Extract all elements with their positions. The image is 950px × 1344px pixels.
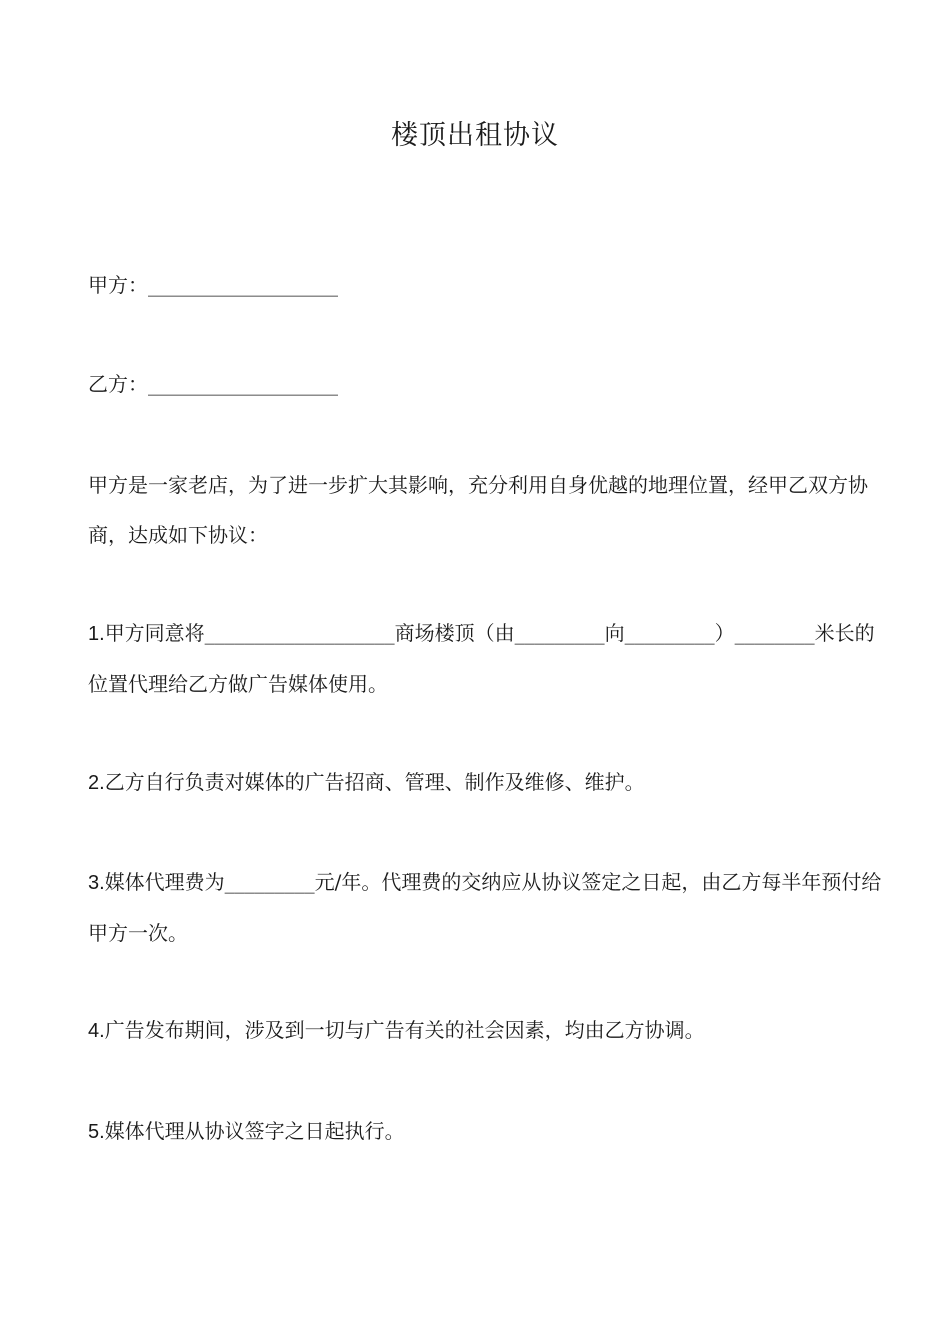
clause-2 — [88, 757, 883, 808]
clause-3 — [88, 857, 883, 958]
clause-text: 乙方自行负责对媒体的广告招商、管理、制作及维修、维护。 — [104, 770, 645, 794]
party-b-line: 乙方：___________________ — [88, 372, 338, 396]
clause-number: 2. — [88, 772, 105, 794]
intro-paragraph: 甲方是一家老店，为了进一步扩大其影响，充分利用自身优越的地理位置，经甲乙双方协商，达成如下协议： — [88, 473, 868, 547]
clause-text: 媒体代理从协议签字之日起执行。 — [104, 1119, 405, 1143]
clause-number: 1. — [88, 623, 105, 645]
clause-text: 甲方同意将___________________商场楼顶（由_________向_________）________米长的位置代理给乙方做广告媒体使用。 — [88, 621, 875, 696]
clause-1 — [88, 608, 883, 709]
clause-number: 5. — [88, 1121, 105, 1143]
clause-number: 3. — [88, 872, 105, 894]
clause-number: 4. — [88, 1020, 105, 1042]
clause-text: 广告发布期间，涉及到一切与广告有关的社会因素，均由乙方协调。 — [104, 1018, 705, 1042]
clause-text: 媒体代理费为_________元/年。代理费的交纳应从协议签定之日起，由乙方每半年预付给甲方一次。 — [88, 870, 882, 945]
party-a-line: 甲方：___________________ — [88, 273, 338, 297]
clause-5 — [88, 1106, 883, 1157]
clause-4 — [88, 1005, 883, 1056]
document-title: 楼顶出租协议 — [391, 120, 559, 151]
